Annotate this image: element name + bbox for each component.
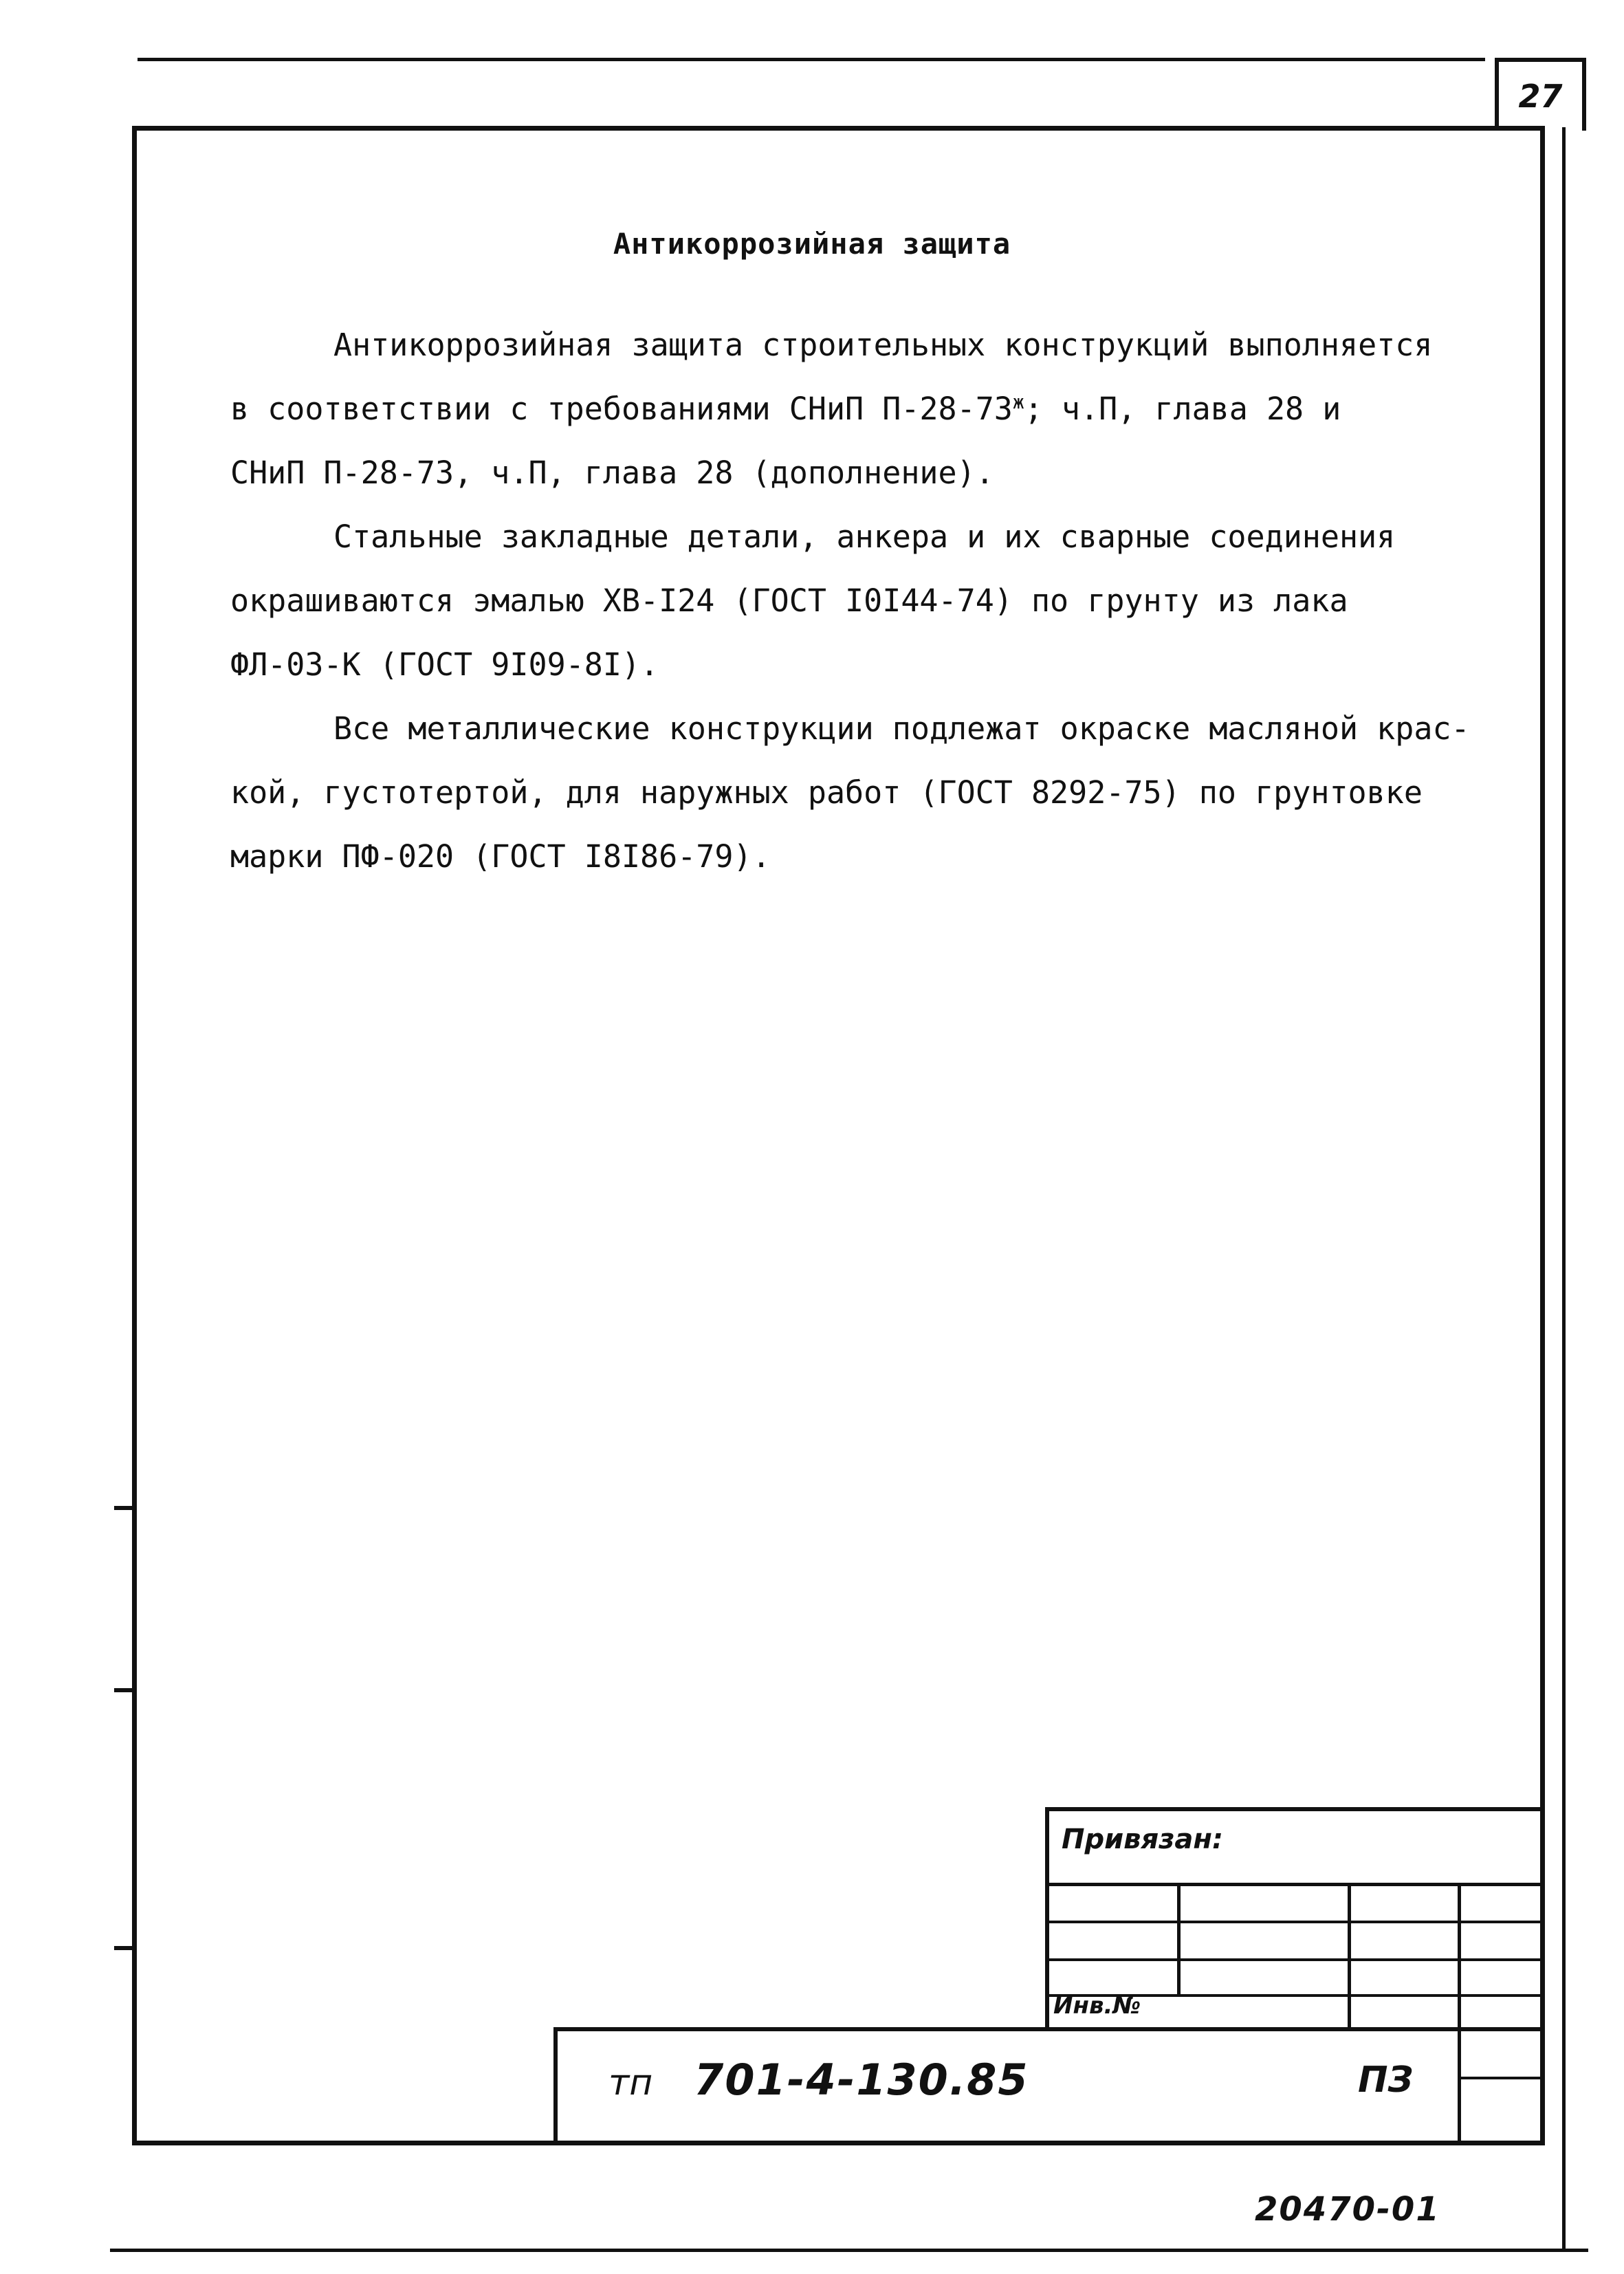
page-title: Антикоррозийная защита [613,227,1011,261]
paragraph-line [230,377,1537,441]
paragraph-fragment: в соответствии с требованиями СНиП П-28-73 [230,391,1013,427]
paragraph-line: Стальные закладные детали, анкера и их сварные соединения [333,518,1396,555]
margin-tick [114,1946,135,1950]
stamp-grid-line [1045,1921,1545,1923]
sheet-number: 27 [1518,78,1563,115]
paragraph-line: марки ПФ-020 (ГОСТ I8I86-79). [230,838,771,875]
bottom-rule [110,2249,1588,2252]
doc-number: 701-4-130.85 [694,2055,1029,2105]
paragraph-line: Все металлические конструкции подлежат окраске масляной крас- [333,710,1470,747]
privyazan-label: Привязан: [1062,1824,1223,1855]
paragraph-fragment: ; ч.П, глава 28 и [1024,391,1341,427]
top-rule [138,58,1485,61]
stamp-grid-line [1177,1884,1181,1996]
stamp-grid-line [1348,1884,1351,2027]
sheet-number-box [1495,58,1586,131]
document-code [608,2055,1029,2105]
paragraph-line: ФЛ-03-К (ГОСТ 9I09-8I). [230,646,659,683]
inv-label: Инв.№ [1053,1992,1141,2020]
stamp-grid-line [1045,1883,1545,1886]
title-block-divider [1458,2077,1545,2079]
paragraph-line: кой, густотертой, для наружных работ (ГОСТ 8292-75) по грунтовке [230,774,1423,811]
paragraph-line: СНиП П-28-73, ч.П, глава 28 (дополнение). [230,455,994,491]
doc-prefix: тп [608,2062,653,2103]
margin-tick [114,1506,135,1510]
paragraph-line: окрашиваются эмалью ХВ-I24 (ГОСТ I0I44-74) по грунту из лака [230,582,1348,619]
title-block-divider [1458,2027,1461,2145]
archive-number: 20470-01 [1255,2190,1440,2229]
stamp-grid-line [1045,1958,1545,1961]
superscript-mark: ж [1012,391,1024,413]
body-text [230,313,1537,888]
margin-tick [114,1688,135,1692]
frame-outer-right-line [1562,127,1566,2251]
paragraph-line: Антикоррозийная защита строительных конструкций выполняется [333,327,1433,363]
sheet-code: ПЗ [1358,2059,1414,2101]
stamp-grid-line [1458,1884,1461,2027]
